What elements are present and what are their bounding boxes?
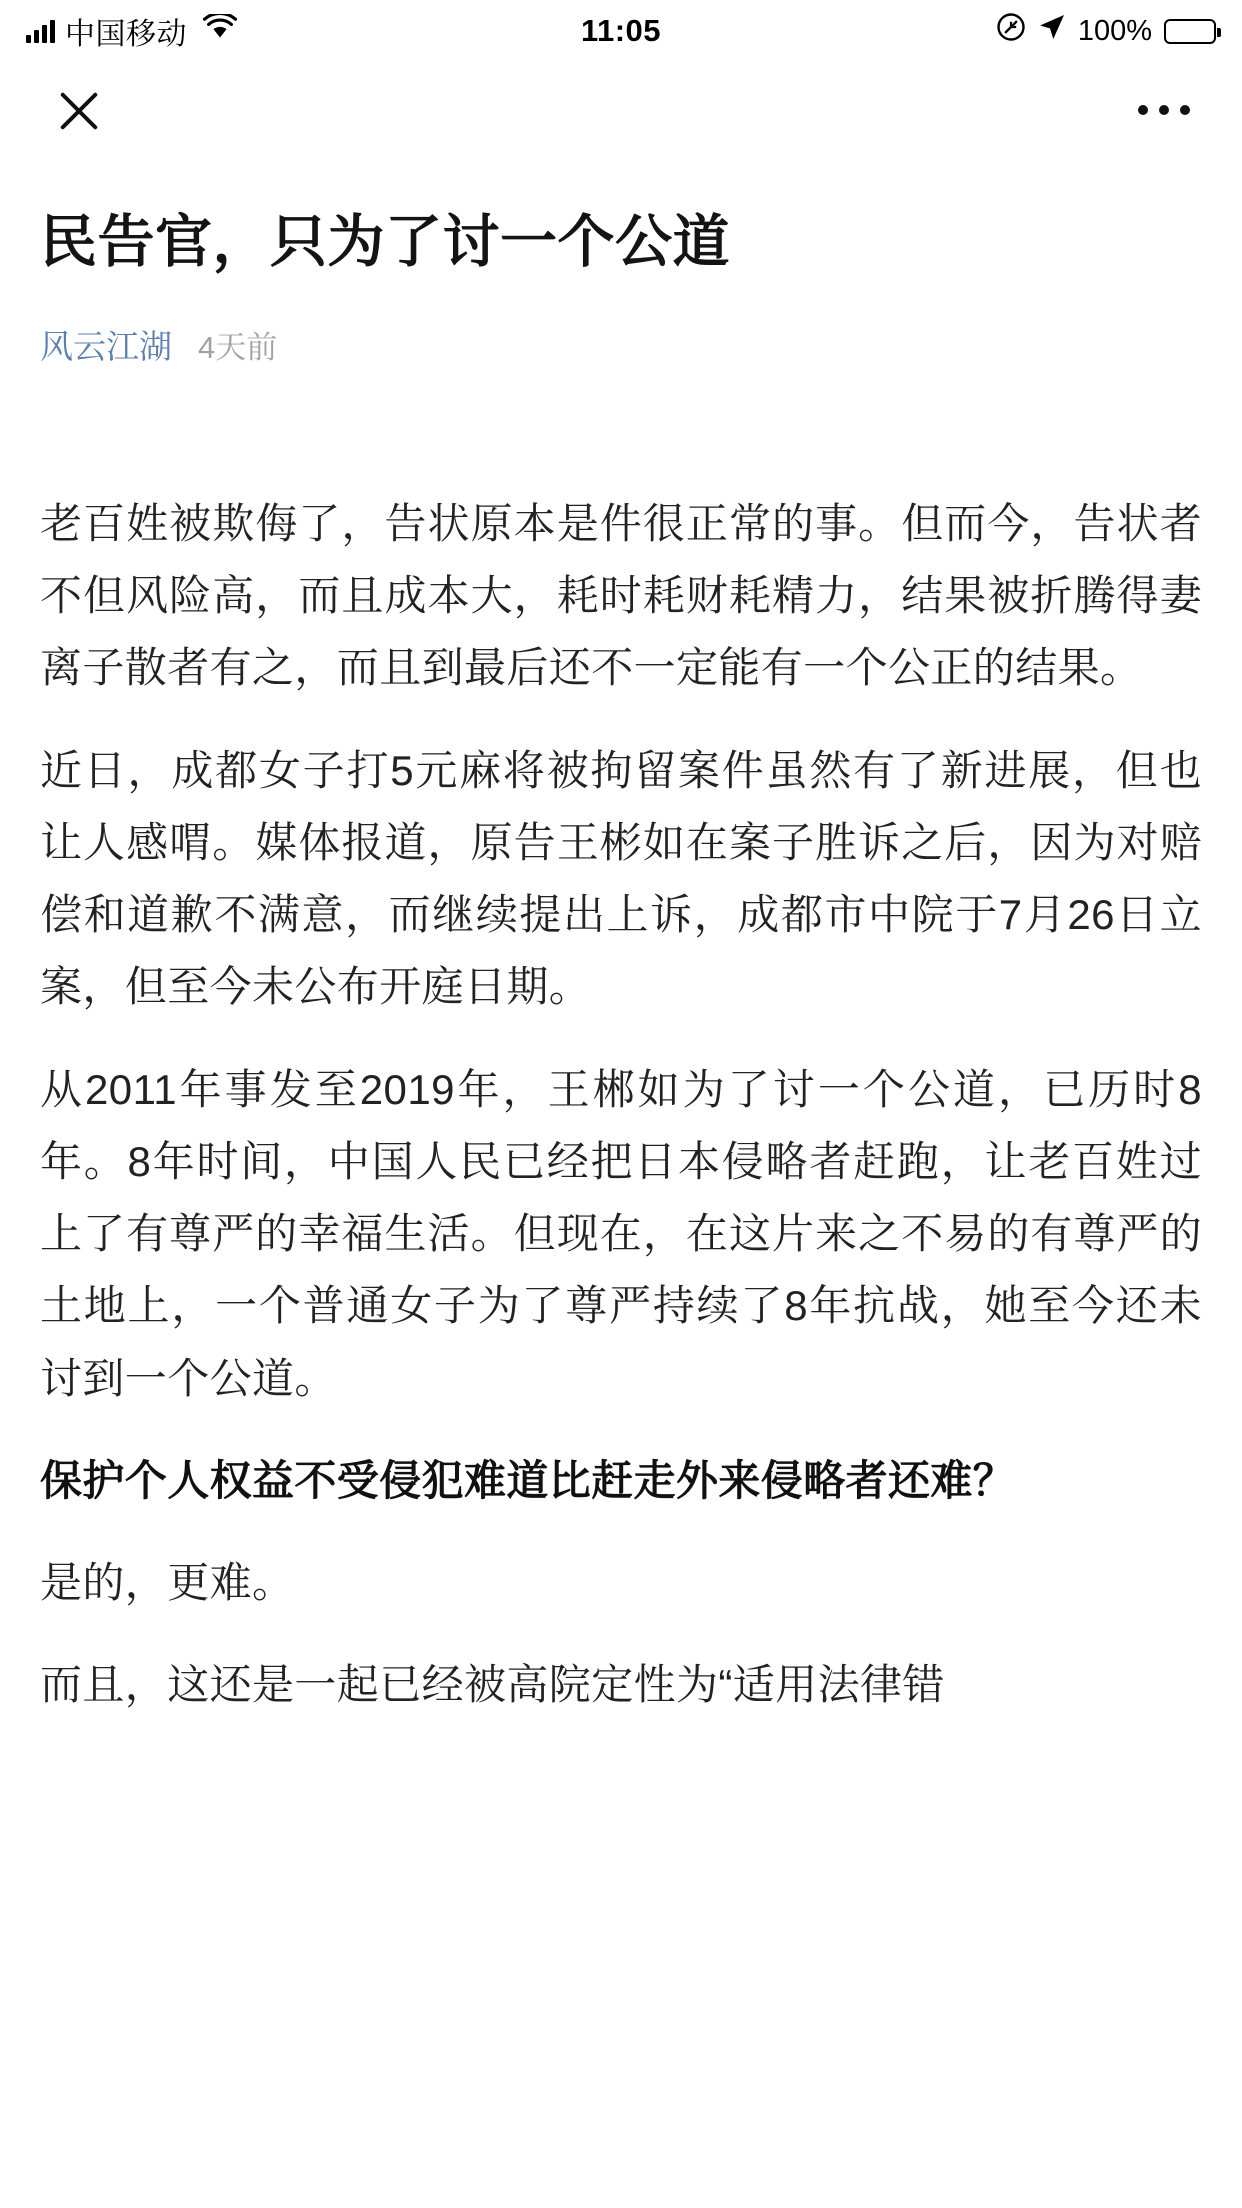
status-bar-right (996, 12, 1216, 50)
article-paragraph: 而且，这还是一起已经被高院定性为“适用法律错 (40, 1661, 945, 1709)
article-body (40, 488, 1202, 1722)
article-paragraph-bold: 保护个人权益不受侵犯难道比赶走外来侵略者还难？ (40, 1456, 1016, 1504)
article-date: 4天前 (198, 329, 278, 365)
status-bar (0, 0, 1242, 62)
status-bar-clock: 11:05 (580, 13, 662, 48)
article-author[interactable]: 风云江湖 (40, 327, 172, 365)
article-paragraph: 是的，更难。 (40, 1559, 295, 1606)
article-meta (40, 321, 1202, 368)
article-container (0, 158, 1242, 1721)
status-bar-left (26, 9, 237, 53)
carrier-label: 中国移动 (65, 18, 187, 51)
article-paragraph: 近日，成都女子打5元麻将被拘留案件虽然有了新进展，但也让人感喟。媒体报道，原告王彬如在案子胜诉之后，因为对赔偿和道歉不满意，而继续提出上诉，成都市中院于7月26日立案，但至今未公布开庭日期。 (40, 746, 1202, 1011)
article-paragraph: 老百姓被欺侮了，告状原本是件很正常的事。但而今，告状者不但风险高，而且成本大，耗时耗财耗精力，结果被折腾得妻离子散者有之，而且到最后还不一定能有一个公正的结果。 (40, 499, 1202, 692)
do-not-disturb-icon (996, 12, 1026, 50)
battery-percent-label: 100% (1077, 14, 1152, 47)
article-paragraph: 从2011年事发至2019年，王郴如为了讨一个公道，已历时8年。8年时间，中国人民已经把日本侵略者赶跑，让老百姓过上了有尊严的幸福生活。但现在，在这片来之不易的有尊严的土地上，一个普通女子为了尊严持续了8年抗战，她至今还未讨到一个公道。 (40, 1065, 1202, 1402)
page-title: 民告官，只为了讨一个公道 (40, 210, 730, 274)
navigation-bar (0, 62, 1242, 158)
wifi-icon (203, 14, 237, 48)
location-arrow-icon (1038, 13, 1066, 49)
close-icon[interactable] (52, 83, 106, 137)
more-options-icon[interactable] (1138, 95, 1190, 125)
signal-bars-icon (26, 19, 55, 43)
battery-icon (1164, 19, 1216, 44)
